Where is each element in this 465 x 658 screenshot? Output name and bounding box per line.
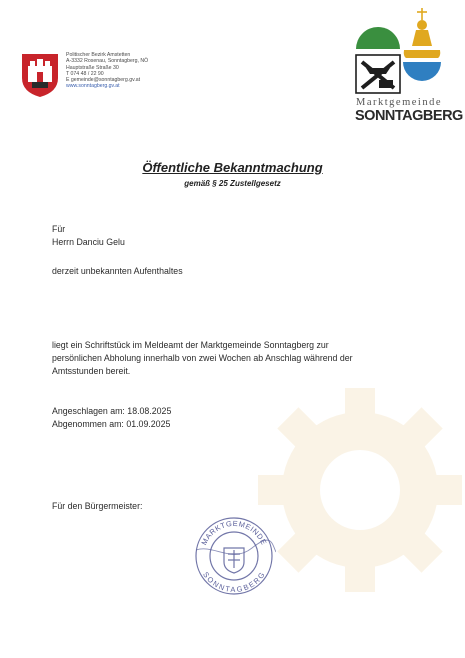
svg-text:SONNTAGBERG (201, 570, 267, 594)
body-line: persönlichen Abholung innerhalb von zwei Wochen ab Anschlag während der (52, 353, 353, 363)
brand-name-top: Marktgemeinde (356, 97, 442, 108)
recipient-name: Herrn Danciu Gelu (52, 237, 125, 247)
address-line: E gemeinde@sonntagberg.gv.at (66, 77, 141, 84)
stamp-top-text: MARKTGEMEINDE (199, 518, 269, 547)
municipality-logo-icon (350, 6, 450, 96)
gear-watermark (250, 380, 465, 600)
address-line: Politischer Bezirk Amstetten (66, 52, 131, 58)
salutation: Für (52, 224, 66, 234)
official-stamp-icon (192, 514, 276, 598)
signature-label: Für den Bürgermeister: (52, 501, 143, 511)
website-link[interactable]: www.sonntagberg.gv.at (66, 83, 120, 90)
notice-subtitle: gemäß § 25 Zustellgesetz (184, 179, 281, 188)
stamp-bottom-text: SONNTAGBERG (201, 570, 267, 595)
address-line: A-3332 Rosenau, Sonntagberg, NÖ (66, 58, 149, 65)
address-line: T 074 48 / 22 90 (66, 70, 104, 77)
svg-text:MARKTGEMEINDE (199, 519, 268, 547)
body-line: liegt ein Schriftstück im Meldeamt der Marktgemeinde Sonntagberg zur (52, 340, 329, 350)
notice-title: Öffentliche Bekanntmachung (142, 160, 323, 175)
coat-of-arms-icon (20, 52, 60, 98)
posted-date: Angeschlagen am: 18.08.2025 (52, 406, 172, 416)
address-line: Hauptstraße Straße 30 (66, 64, 119, 71)
body-line: Amtsstunden bereit. (52, 366, 131, 376)
letterhead-address (66, 52, 186, 90)
brand-name-bottom: SONNTAGBERG (355, 108, 463, 124)
removed-date: Abgenommen am: 01.09.2025 (52, 419, 171, 429)
recipient-residence: derzeit unbekannten Aufenthaltes (52, 266, 183, 276)
